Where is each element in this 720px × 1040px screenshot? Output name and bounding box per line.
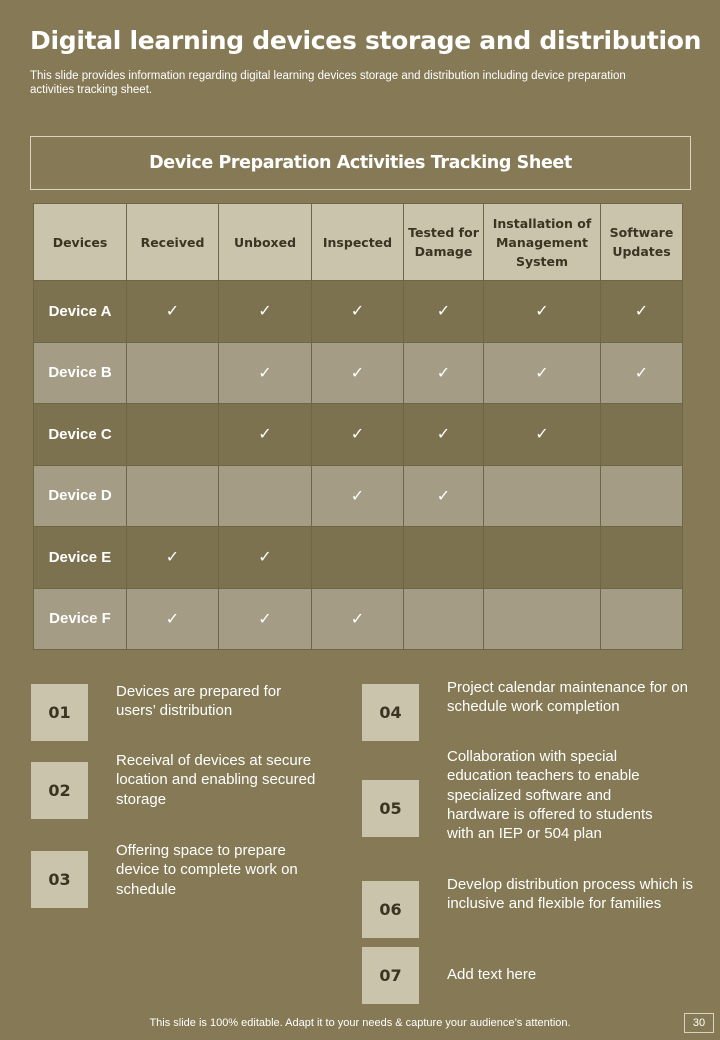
check-mark-icon: ✓ xyxy=(404,342,484,404)
empty-cell xyxy=(127,404,219,466)
check-mark-icon: ✓ xyxy=(404,465,484,527)
empty-cell xyxy=(404,527,484,589)
note-text: Collaboration with special education teachers to enable specialized software and hardware is offered to students with an IEP or 504 plan xyxy=(447,748,653,843)
empty-cell xyxy=(601,404,683,466)
note-text: Devices are prepared for users’ distribution xyxy=(116,683,282,720)
empty-cell xyxy=(601,465,683,527)
empty-cell xyxy=(601,588,683,650)
check-mark-icon: ✓ xyxy=(601,281,683,343)
footer-note: This slide is 100% editable. Adapt it to your needs & capture your audience’s attention. xyxy=(149,1017,571,1029)
check-mark-icon: ✓ xyxy=(404,404,484,466)
device-name-cell: Device E xyxy=(34,527,127,589)
empty-cell xyxy=(312,527,404,589)
note-number-badge: 01 xyxy=(31,684,88,741)
sheet-title: Device Preparation Activities Tracking Sheet xyxy=(149,153,572,173)
note-number-badge: 07 xyxy=(362,947,419,1004)
table-row xyxy=(34,281,683,343)
note-number-badge: 02 xyxy=(31,762,88,819)
check-mark-icon: ✓ xyxy=(127,527,219,589)
page-subtitle: This slide provides information regarding digital learning devices storage and distribution including device preparation activities tracking sheet. xyxy=(30,70,626,96)
note-number-badge: 06 xyxy=(362,881,419,938)
check-mark-icon: ✓ xyxy=(312,588,404,650)
column-header: Received xyxy=(127,204,219,281)
check-mark-icon: ✓ xyxy=(219,527,312,589)
empty-cell xyxy=(484,588,601,650)
tracking-table xyxy=(33,203,683,650)
device-name-cell: Device D xyxy=(34,465,127,527)
empty-cell xyxy=(484,527,601,589)
sheet-title-box xyxy=(30,136,691,190)
device-name-cell: Device B xyxy=(34,342,127,404)
check-mark-icon: ✓ xyxy=(219,588,312,650)
note-text: Develop distribution process which is inclusive and flexible for families xyxy=(447,876,693,913)
check-mark-icon: ✓ xyxy=(127,588,219,650)
check-mark-icon: ✓ xyxy=(404,281,484,343)
table-row xyxy=(34,404,683,466)
device-name-cell: Device A xyxy=(34,281,127,343)
column-header: Unboxed xyxy=(219,204,312,281)
page-number: 30 xyxy=(684,1013,714,1033)
check-mark-icon: ✓ xyxy=(484,404,601,466)
check-mark-icon: ✓ xyxy=(312,404,404,466)
note-text: Receival of devices at secure location and enabling secured storage xyxy=(116,752,316,808)
empty-cell xyxy=(127,465,219,527)
check-mark-icon: ✓ xyxy=(601,342,683,404)
note-number-badge: 03 xyxy=(31,851,88,908)
device-name-cell: Device F xyxy=(34,588,127,650)
column-header: Installation of Management System xyxy=(484,204,601,281)
empty-cell xyxy=(219,465,312,527)
empty-cell xyxy=(127,342,219,404)
check-mark-icon: ✓ xyxy=(312,342,404,404)
table-row xyxy=(34,342,683,404)
note-text: Add text here xyxy=(447,966,537,983)
note-text: Project calendar maintenance for on schedule work completion xyxy=(447,679,688,716)
device-name-cell: Device C xyxy=(34,404,127,466)
empty-cell xyxy=(601,527,683,589)
check-mark-icon: ✓ xyxy=(219,404,312,466)
check-mark-icon: ✓ xyxy=(127,281,219,343)
note-number-badge: 04 xyxy=(362,684,419,741)
check-mark-icon: ✓ xyxy=(484,281,601,343)
check-mark-icon: ✓ xyxy=(312,281,404,343)
column-header: Software Updates xyxy=(601,204,683,281)
table-header-row xyxy=(34,204,683,281)
page-title: Digital learning devices storage and distribution xyxy=(30,26,702,55)
column-header: Tested for Damage xyxy=(404,204,484,281)
table-row xyxy=(34,465,683,527)
check-mark-icon: ✓ xyxy=(312,465,404,527)
table-row xyxy=(34,527,683,589)
column-header: Inspected xyxy=(312,204,404,281)
note-number-badge: 05 xyxy=(362,780,419,837)
check-mark-icon: ✓ xyxy=(484,342,601,404)
empty-cell xyxy=(404,588,484,650)
check-mark-icon: ✓ xyxy=(219,281,312,343)
note-text: Offering space to prepare device to complete work on schedule xyxy=(116,842,298,898)
check-mark-icon: ✓ xyxy=(219,342,312,404)
table-row xyxy=(34,588,683,650)
column-header: Devices xyxy=(34,204,127,281)
empty-cell xyxy=(484,465,601,527)
